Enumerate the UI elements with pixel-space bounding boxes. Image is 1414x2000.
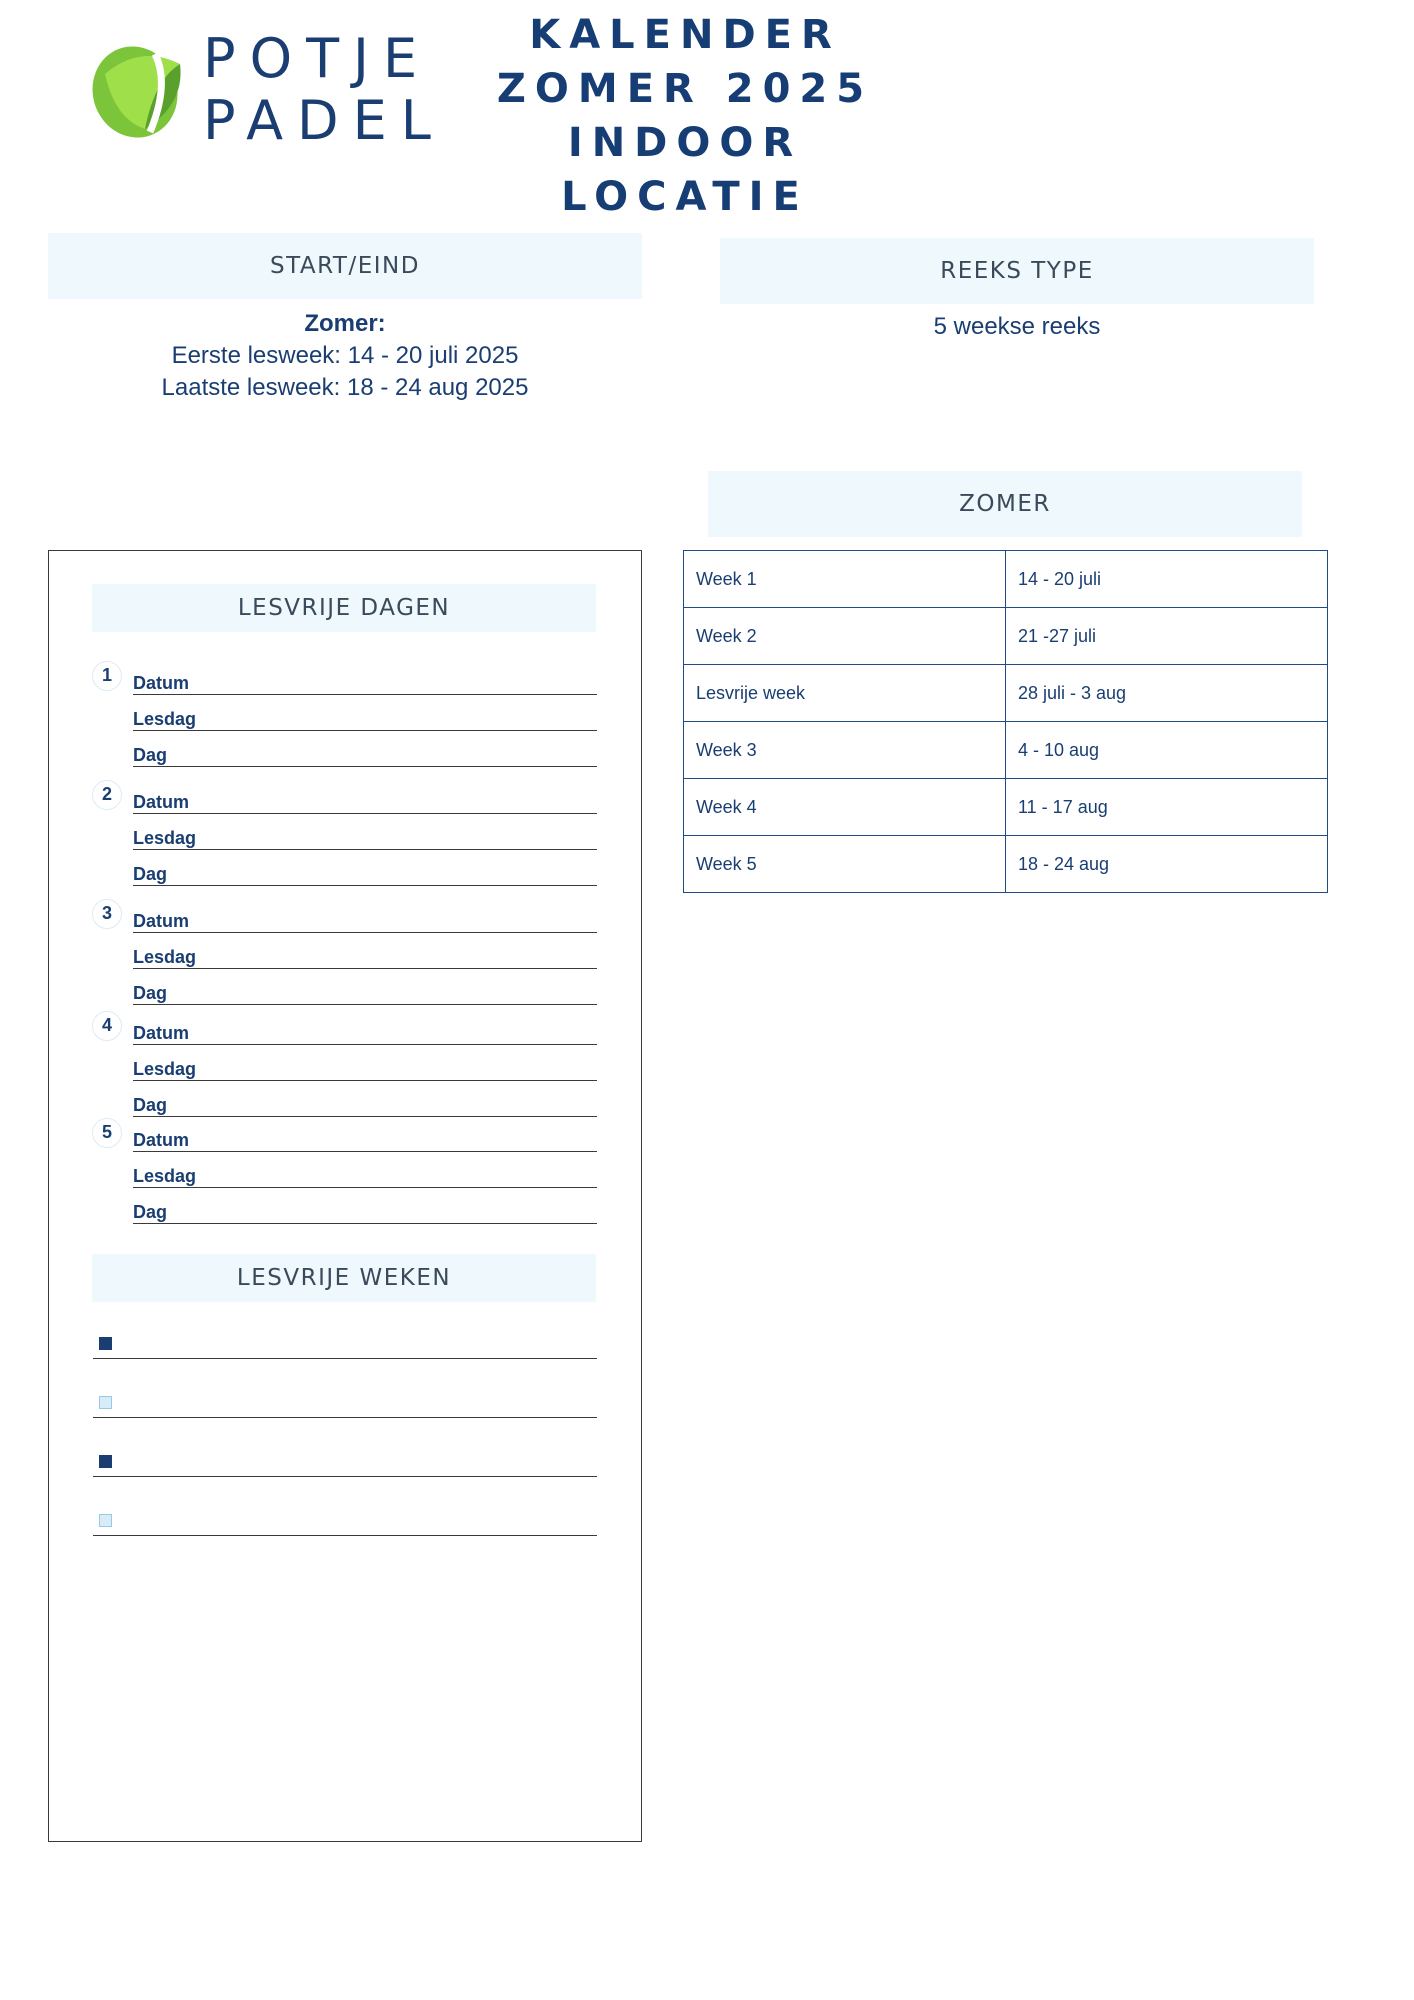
lesvrije-dag-field-lesdag[interactable] (133, 701, 597, 731)
title-line-1: KALENDER (529, 12, 841, 58)
logo-line-1: POTJE (203, 27, 432, 90)
lesvrije-dag-field-datum[interactable] (133, 665, 597, 695)
lesvrije-dag-number: 2 (92, 780, 122, 810)
title-line-3: INDOOR LOCATIE (561, 120, 809, 220)
leaf-logo-icon (85, 34, 195, 144)
table-row (684, 608, 1328, 665)
lesvrije-dag-field-datum[interactable] (133, 784, 597, 814)
lesvrije-dag-field-lesdag[interactable] (133, 820, 597, 850)
field-label: Lesdag (133, 828, 197, 848)
week-name-cell: Lesvrije week (684, 665, 1006, 722)
start-eind-last: Laatste lesweek: 18 - 24 aug 2025 (161, 374, 529, 401)
week-dates-cell: 4 - 10 aug (1006, 722, 1328, 779)
table-row (684, 836, 1328, 893)
field-label: Datum (133, 1023, 190, 1043)
lesvrije-dag-field-dag[interactable] (133, 1194, 597, 1224)
lesvrije-dag-field-datum[interactable] (133, 903, 597, 933)
lesvrije-week-line[interactable] (93, 1447, 597, 1477)
lesvrije-week-line[interactable] (93, 1506, 597, 1536)
week-dates-cell: 21 -27 juli (1006, 608, 1328, 665)
lesvrije-dag-field-datum[interactable] (133, 1015, 597, 1045)
field-label: Dag (133, 983, 168, 1003)
square-bullet-icon (99, 1514, 112, 1527)
reeks-type-value: 5 weekse reeks (933, 313, 1101, 340)
logo-line-2: PADEL (203, 89, 445, 152)
week-dates-cell: 18 - 24 aug (1006, 836, 1328, 893)
lesvrije-week-line[interactable] (93, 1388, 597, 1418)
start-eind-content (48, 308, 642, 404)
lesvrije-dag-field-dag[interactable] (133, 975, 597, 1005)
week-name-cell: Week 5 (684, 836, 1006, 893)
lesvrije-dag-field-datum[interactable] (133, 1122, 597, 1152)
week-dates-cell: 11 - 17 aug (1006, 779, 1328, 836)
field-label: Dag (133, 864, 168, 884)
start-eind-heading: Zomer: (304, 310, 386, 337)
field-label: Lesdag (133, 1166, 197, 1186)
week-name-cell: Week 2 (684, 608, 1006, 665)
field-label: Datum (133, 792, 190, 812)
table-row (684, 551, 1328, 608)
lesvrije-dag-field-lesdag[interactable] (133, 1158, 597, 1188)
page-title (460, 8, 910, 224)
square-bullet-icon (99, 1396, 112, 1409)
lesvrije-weken-header: LESVRIJE WEKEN (92, 1254, 596, 1302)
field-label: Lesdag (133, 947, 197, 967)
lesvrije-dag-field-dag[interactable] (133, 737, 597, 767)
week-dates-cell: 28 juli - 3 aug (1006, 665, 1328, 722)
field-label: Lesdag (133, 1059, 197, 1079)
logo (85, 27, 445, 152)
logo-wordmark (203, 28, 445, 152)
table-row (684, 779, 1328, 836)
start-eind-header: START/EIND (48, 233, 642, 299)
lesvrije-dag-number: 5 (92, 1118, 122, 1148)
field-label: Dag (133, 745, 168, 765)
lesvrije-dag-field-dag[interactable] (133, 1087, 597, 1117)
lesvrije-dag-number: 1 (92, 661, 122, 691)
lesvrije-week-line[interactable] (93, 1329, 597, 1359)
lesvrije-dag-number: 4 (92, 1011, 122, 1041)
field-label: Dag (133, 1202, 168, 1222)
title-line-2: ZOMER 2025 (496, 66, 874, 112)
reeks-type-header: REEKS TYPE (720, 238, 1314, 304)
zomer-header: ZOMER (708, 471, 1302, 537)
week-name-cell: Week 1 (684, 551, 1006, 608)
lesvrije-panel (48, 550, 642, 1842)
field-label: Lesdag (133, 709, 197, 729)
lesvrije-dagen-header: LESVRIJE DAGEN (92, 584, 596, 632)
zomer-week-table (683, 550, 1328, 893)
week-name-cell: Week 3 (684, 722, 1006, 779)
square-bullet-icon (99, 1337, 112, 1350)
week-name-cell: Week 4 (684, 779, 1006, 836)
lesvrije-dag-field-lesdag[interactable] (133, 1051, 597, 1081)
field-label: Datum (133, 673, 190, 693)
lesvrije-dag-field-lesdag[interactable] (133, 939, 597, 969)
lesvrije-dag-field-dag[interactable] (133, 856, 597, 886)
table-row (684, 722, 1328, 779)
field-label: Dag (133, 1095, 168, 1115)
start-eind-first: Eerste lesweek: 14 - 20 juli 2025 (171, 342, 519, 369)
square-bullet-icon (99, 1455, 112, 1468)
week-dates-cell: 14 - 20 juli (1006, 551, 1328, 608)
table-row (684, 665, 1328, 722)
lesvrije-dag-number: 3 (92, 899, 122, 929)
field-label: Datum (133, 911, 190, 931)
field-label: Datum (133, 1130, 190, 1150)
